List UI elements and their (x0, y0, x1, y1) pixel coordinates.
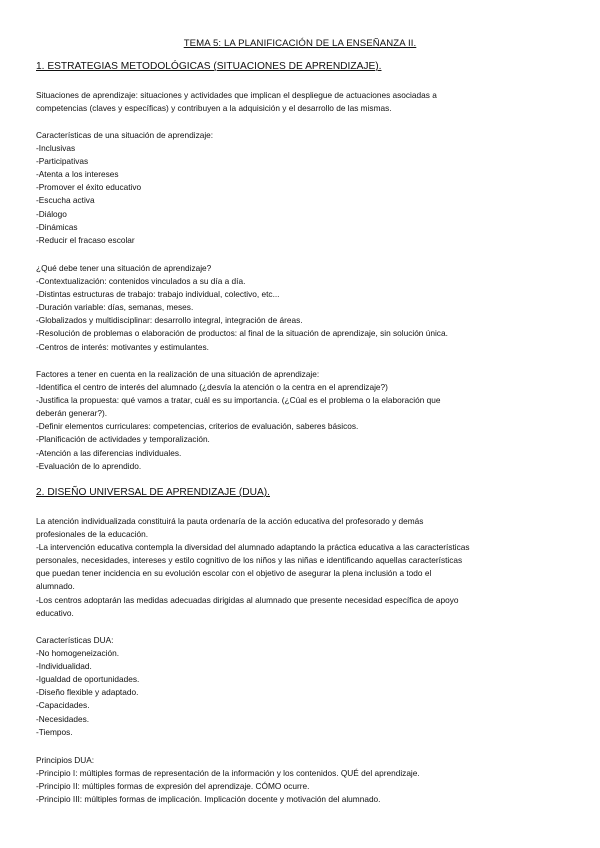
caracteristicas-situacion (36, 129, 566, 247)
list-item: -Contextualización: contenidos vinculados a su día a día. (36, 276, 246, 287)
list-item: -Principio I: múltiples formas de representación de la información y los contenidos. QUÉ del aprendizaje. (36, 768, 420, 779)
subheading: Principios DUA: (36, 755, 95, 765)
document-title: TEMA 5: LA PLANIFICACIÓN DE LA ENSEÑANZA II. (183, 38, 417, 49)
dua-intro (36, 515, 566, 620)
list-item: -Definir elementos curriculares: competencias, criterios de evaluación, saberes básicos. (36, 421, 359, 432)
subheading: Características DUA: (36, 635, 114, 645)
paragraph-line: -La intervención educativa contempla la diversidad del alumnado adaptando la práctica educativa a las características (36, 542, 470, 553)
list-item: -Atención a las diferencias individuales. (36, 447, 182, 458)
list-item: -Reducir el fracaso escolar (36, 234, 135, 245)
caracteristicas-dua (36, 634, 566, 739)
list-item: -Principio II: múltiples formas de expresión del aprendizaje. CÓMO ocurre. (36, 781, 310, 792)
list-item: -Participativas (36, 156, 89, 167)
caracteristicas-list (36, 142, 566, 247)
list-item: -Escucha activa (36, 195, 95, 206)
que-debe-tener (36, 262, 566, 354)
paragraph-line: alumnado. (36, 581, 75, 592)
factores (36, 368, 566, 473)
subheading: Factores a tener en cuenta en la realización de una situación de aprendizaje: (36, 369, 320, 379)
list-item: -Tiempos. (36, 726, 73, 737)
list-item: -Duración variable: días, semanas, meses. (36, 302, 194, 313)
factores-list (36, 381, 566, 473)
list-item: -Resolución de problemas o elaboración de productos: al final de la situación de aprendizaje, sin solución única. (36, 328, 448, 339)
paragraph-line: -Los centros adoptarán las medidas adecuadas dirigidas al alumnado que presente necesidad específica de apoyo (36, 594, 459, 605)
definition-line: Situaciones de aprendizaje: situaciones y actividades que implican el despliegue de actuaciones asociadas a (36, 90, 437, 100)
list-item: -Justifica la propuesta: qué vamos a tratar, cuál es su importancia. (¿Cúal es el problema o la elaboración que (36, 395, 441, 406)
list-item: -Inclusivas (36, 143, 76, 154)
list-item: -Promover el éxito educativo (36, 182, 142, 193)
list-item: -Evaluación de lo aprendido. (36, 460, 142, 471)
list-item: -Dinámicas (36, 221, 78, 232)
principios-list (36, 767, 566, 806)
caracteristicas-dua-list (36, 647, 566, 739)
list-item: -Identifica el centro de interés del alumnado (¿desvía la atención o la centra en el aprendizaje?) (36, 382, 388, 393)
section-heading-dua: 2. DISEÑO UNIVERSAL DE APRENDIZAJE (DUA). (36, 487, 270, 498)
list-item: -Globalizados y multidisciplinar: desarrollo integral, integración de áreas. (36, 315, 303, 326)
list-item: -Igualdad de oportunidades. (36, 674, 140, 685)
definition-line: competencias (claves y específicas) y contribuyen a la adquisición y el desarrollo de las mismas. (36, 103, 392, 114)
list-item: -Planificación de actividades y temporalización. (36, 434, 210, 445)
list-item: -Diálogo (36, 208, 67, 219)
subheading: ¿Qué debe tener una situación de aprendizaje? (36, 263, 212, 273)
list-item: -Principio III: múltiples formas de implicación. Implicación docente y motivación del alumnado. (36, 794, 381, 805)
list-item: -Individualidad. (36, 661, 92, 672)
list-item: -Atenta a los intereses (36, 169, 119, 180)
list-item: -No homogeneización. (36, 648, 120, 659)
situaciones-definition (36, 89, 566, 115)
subheading: Características de una situación de aprendizaje: (36, 130, 214, 140)
section-heading-estrategias: 1. ESTRATEGIAS METODOLÓGICAS (SITUACIONES DE APRENDIZAJE). (36, 61, 382, 72)
list-item: deberán generar?). (36, 408, 108, 419)
list-item: -Diseño flexible y adaptado. (36, 687, 139, 698)
list-item: -Capacidades. (36, 700, 90, 711)
list-item: -Centros de interés: motivantes y estimulantes. (36, 341, 209, 352)
list-item: -Necesidades. (36, 713, 90, 724)
list-item: -Distintas estructuras de trabajo: trabajo individual, colectivo, etc... (36, 289, 280, 300)
que-debe-list (36, 275, 566, 354)
paragraph-line: profesionales de la educación. (36, 529, 149, 540)
paragraph-line: personales, necesidades, intereses y estilo cognitivo de los niños y las niñas e identificando aquellas características (36, 555, 463, 566)
principios-dua (36, 754, 566, 806)
paragraph-line: educativo. (36, 607, 74, 618)
paragraph-line: que puedan tener incidencia en su evolución escolar con el objetivo de asegurar la plena inclusión a todo el (36, 568, 432, 579)
paragraph-line: La atención individualizada constituirá la pauta ordenaría de la acción educativa del profesorado y demás (36, 516, 424, 526)
